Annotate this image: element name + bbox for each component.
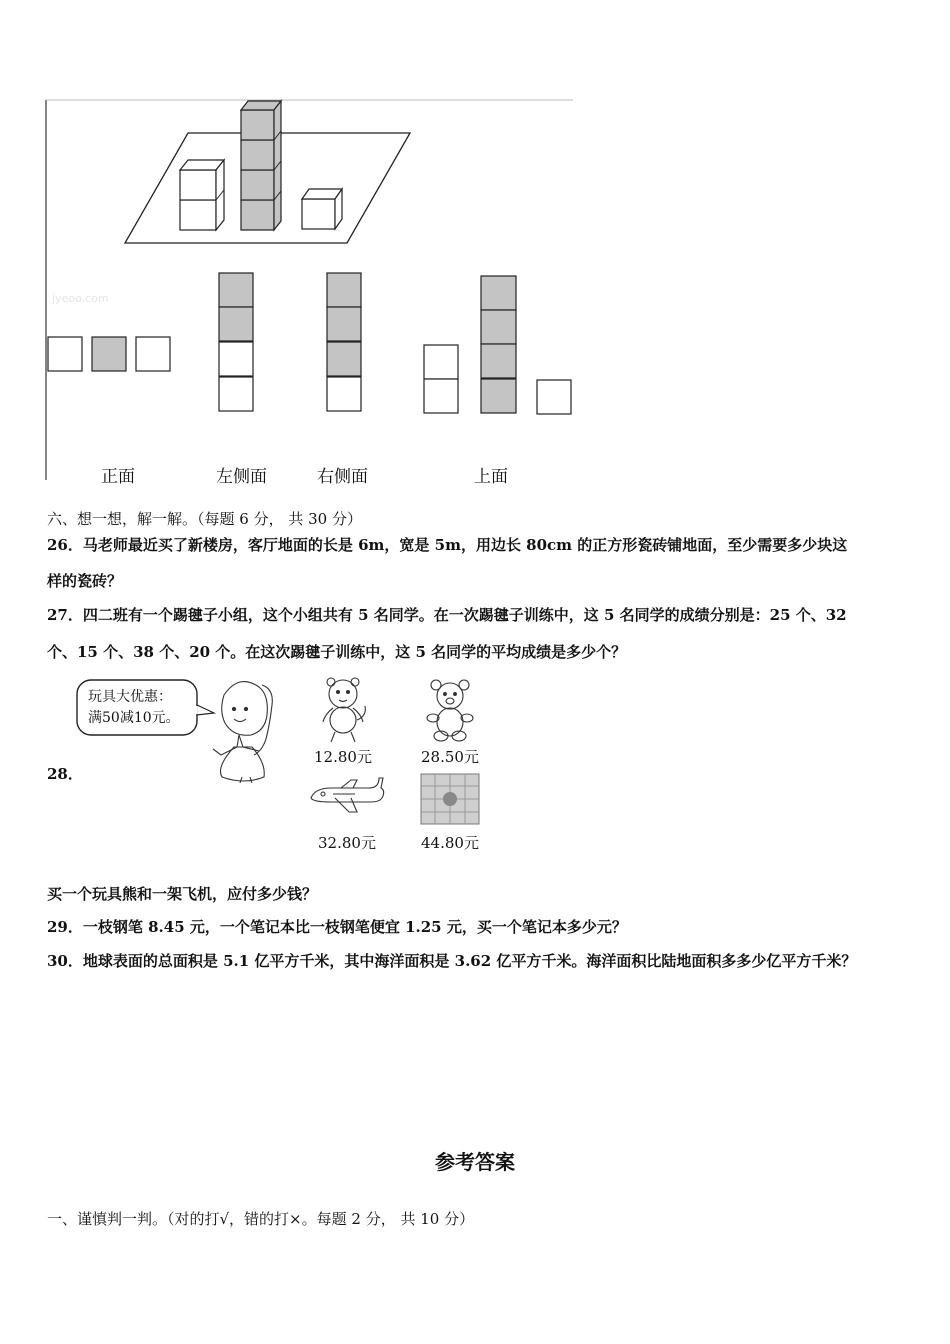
q27-line2: 个、15 个、38 个、20 个。在这次踢毽子训练中，这 5 名同学的平均成绩是多少个？ <box>47 643 627 661</box>
cube-stack-left <box>180 160 224 230</box>
q26-line2: 样的瓷砖？ <box>47 572 123 590</box>
view-left-side <box>219 273 253 411</box>
puzzle-icon <box>421 774 479 824</box>
view-top <box>424 276 571 414</box>
cube-single-right <box>302 189 342 229</box>
bubble-line1: 玩具大优惠： <box>88 689 172 705</box>
q28-number: 28． <box>47 765 83 783</box>
girl-icon <box>213 682 272 783</box>
bear-icon <box>427 680 473 741</box>
label-right-side: 右侧面 <box>317 467 368 487</box>
cube-views-figure <box>0 0 950 500</box>
answer-title: 参考答案 <box>435 1150 515 1174</box>
tiger-icon <box>323 678 365 742</box>
label-left-side: 左侧面 <box>216 467 267 487</box>
view-front <box>48 337 170 371</box>
bubble-line2: 满50减10元。 <box>88 710 180 726</box>
q30: 30．地球表面的总面积是 5.1 亿平方千米，其中海洋面积是 3.62 亿平方千米。海洋面积比陆地面积多多少亿平方千米？ <box>47 952 857 970</box>
airplane-price: 32.80元 <box>318 834 376 852</box>
cube-stack-middle <box>241 101 281 230</box>
label-front: 正面 <box>101 467 135 487</box>
q28-question: 买一个玩具熊和一架飞机，应付多少钱？ <box>47 885 318 903</box>
label-top: 上面 <box>474 467 508 487</box>
answers-section1-heading: 一、谨慎判一判。（对的打√，错的打×。每题 2 分， 共 10 分） <box>47 1210 475 1228</box>
q29: 29．一枝钢笔 8.45 元，一个笔记本比一枝钢笔便宜 1.25 元，买一个笔记本多少元？ <box>47 918 627 936</box>
puzzle-price: 44.80元 <box>421 834 479 852</box>
view-right-side <box>327 273 361 411</box>
airplane-icon <box>311 778 384 812</box>
section6-heading: 六、想一想，解一解。（每题 6 分， 共 30 分） <box>47 510 362 528</box>
q26-line1: 26．马老师最近买了新楼房，客厅地面的长是 6m，宽是 5m，用边长 80cm 的正方形瓷砖铺地面，至少需要多少块这 <box>47 536 848 554</box>
watermark: jyeoo.com <box>52 292 109 305</box>
q27-line1: 27．四二班有一个踢毽子小组，这个小组共有 5 名同学。在一次踢毽子训练中，这 5 名同学的成绩分别是：25 个、32 <box>47 606 847 624</box>
bear-price: 28.50元 <box>421 748 479 766</box>
tiger-price: 12.80元 <box>314 748 372 766</box>
